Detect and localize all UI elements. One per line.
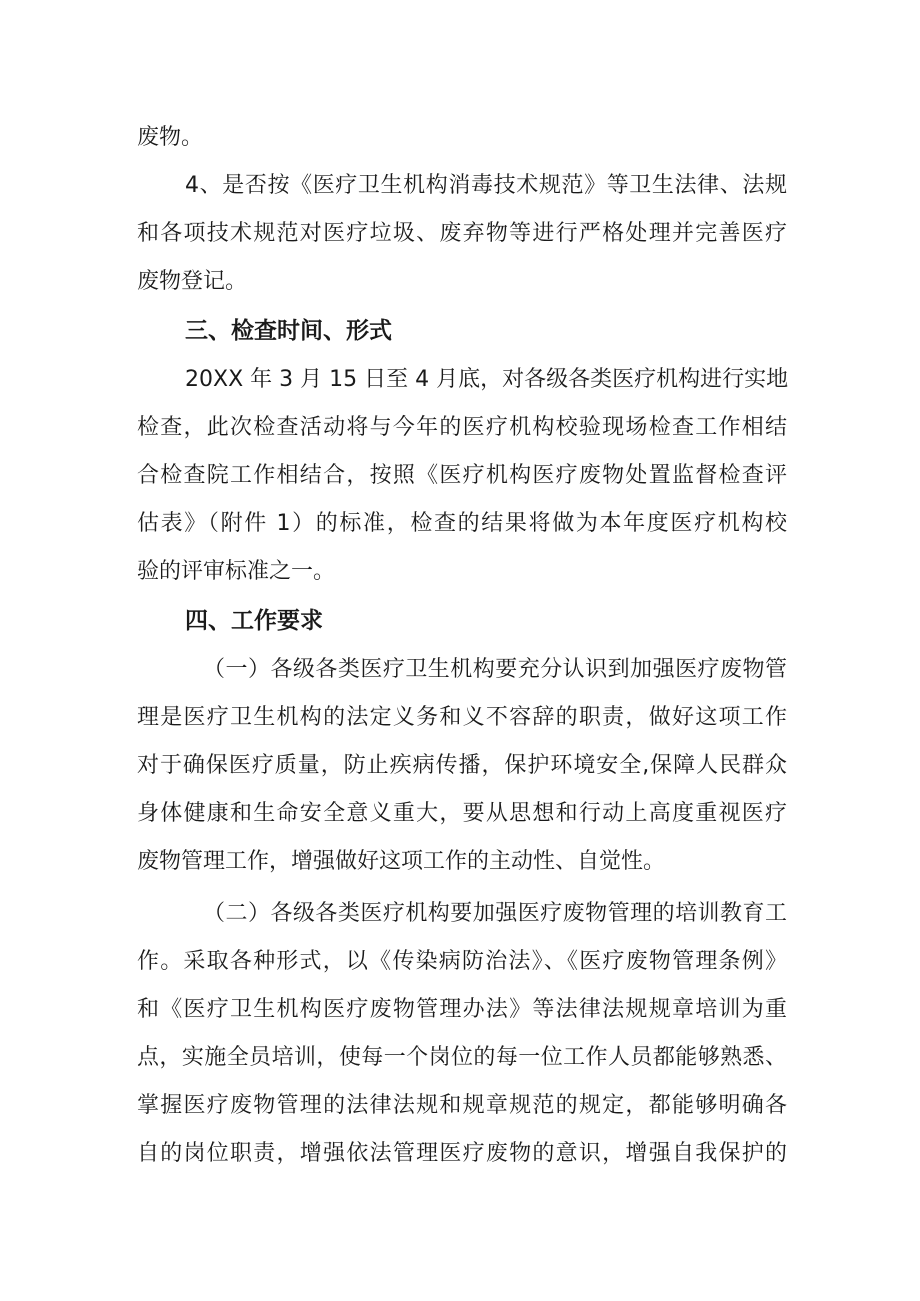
section-heading: 三、检查时间、形式 (185, 318, 392, 344)
paragraph-line: 理是医疗卫生机构的法定义务和义不容辞的职责，做好这项工作 (137, 705, 787, 730)
paragraph-line: 对于确保医疗质量，防止疾病传播，保护环境安全,保障人民群众 (137, 753, 787, 778)
paragraph-line: 身体健康和生命安全意义重大，要从思想和行动上高度重视医疗 (137, 801, 787, 826)
paragraph-line: 验的评审标准之一。 (137, 559, 336, 584)
paragraph-line: 和《医疗卫生机构医疗废物管理办法》等法律法规规章培训为重 (137, 997, 787, 1022)
paragraph-line: 和各项技术规范对医疗垃圾、废弃物等进行严格处理并完善医疗 (137, 221, 787, 246)
paragraph-line: 废物。 (137, 125, 204, 150)
paragraph-line: 检查，此次检查活动将与今年的医疗机构校验现场检查工作相结 (137, 415, 787, 440)
paragraph-line: （一）各级各类医疗卫生机构要充分认识到加强医疗废物管 (203, 657, 787, 682)
paragraph-line: 废物登记。 (137, 269, 248, 294)
paragraph-line: 自的岗位职责，增强依法管理医疗废物的意识，增强自我保护的 (137, 1141, 787, 1166)
paragraph-line: 合检查院工作相结合，按照《医疗机构医疗废物处置监督检查评 (137, 463, 787, 488)
paragraph-line: 点，实施全员培训，使每一个岗位的每一位工作人员都能够熟悉、 (137, 1045, 787, 1070)
paragraph-line: 估表》（附件 1）的标准，检查的结果将做为本年度医疗机构校 (137, 511, 787, 536)
paragraph-line: 废物管理工作，增强做好这项工作的主动性、自觉性。 (137, 849, 666, 874)
paragraph-line: 作。采取各种形式，以《传染病防治法》、《医疗废物管理条例》 (137, 949, 787, 974)
paragraph-line: 4、是否按《医疗卫生机构消毒技术规范》等卫生法律、法规 (185, 173, 787, 198)
section-heading: 四、工作要求 (185, 608, 323, 634)
paragraph-line: （二）各级各类医疗机构要加强医疗废物管理的培训教育工 (203, 901, 787, 926)
paragraph-line: 20XX 年 3 月 15 日至 4 月底，对各级各类医疗机构进行实地 (185, 367, 789, 392)
paragraph-line: 掌握医疗废物管理的法律法规和规章规范的规定，都能够明确各 (137, 1093, 787, 1118)
